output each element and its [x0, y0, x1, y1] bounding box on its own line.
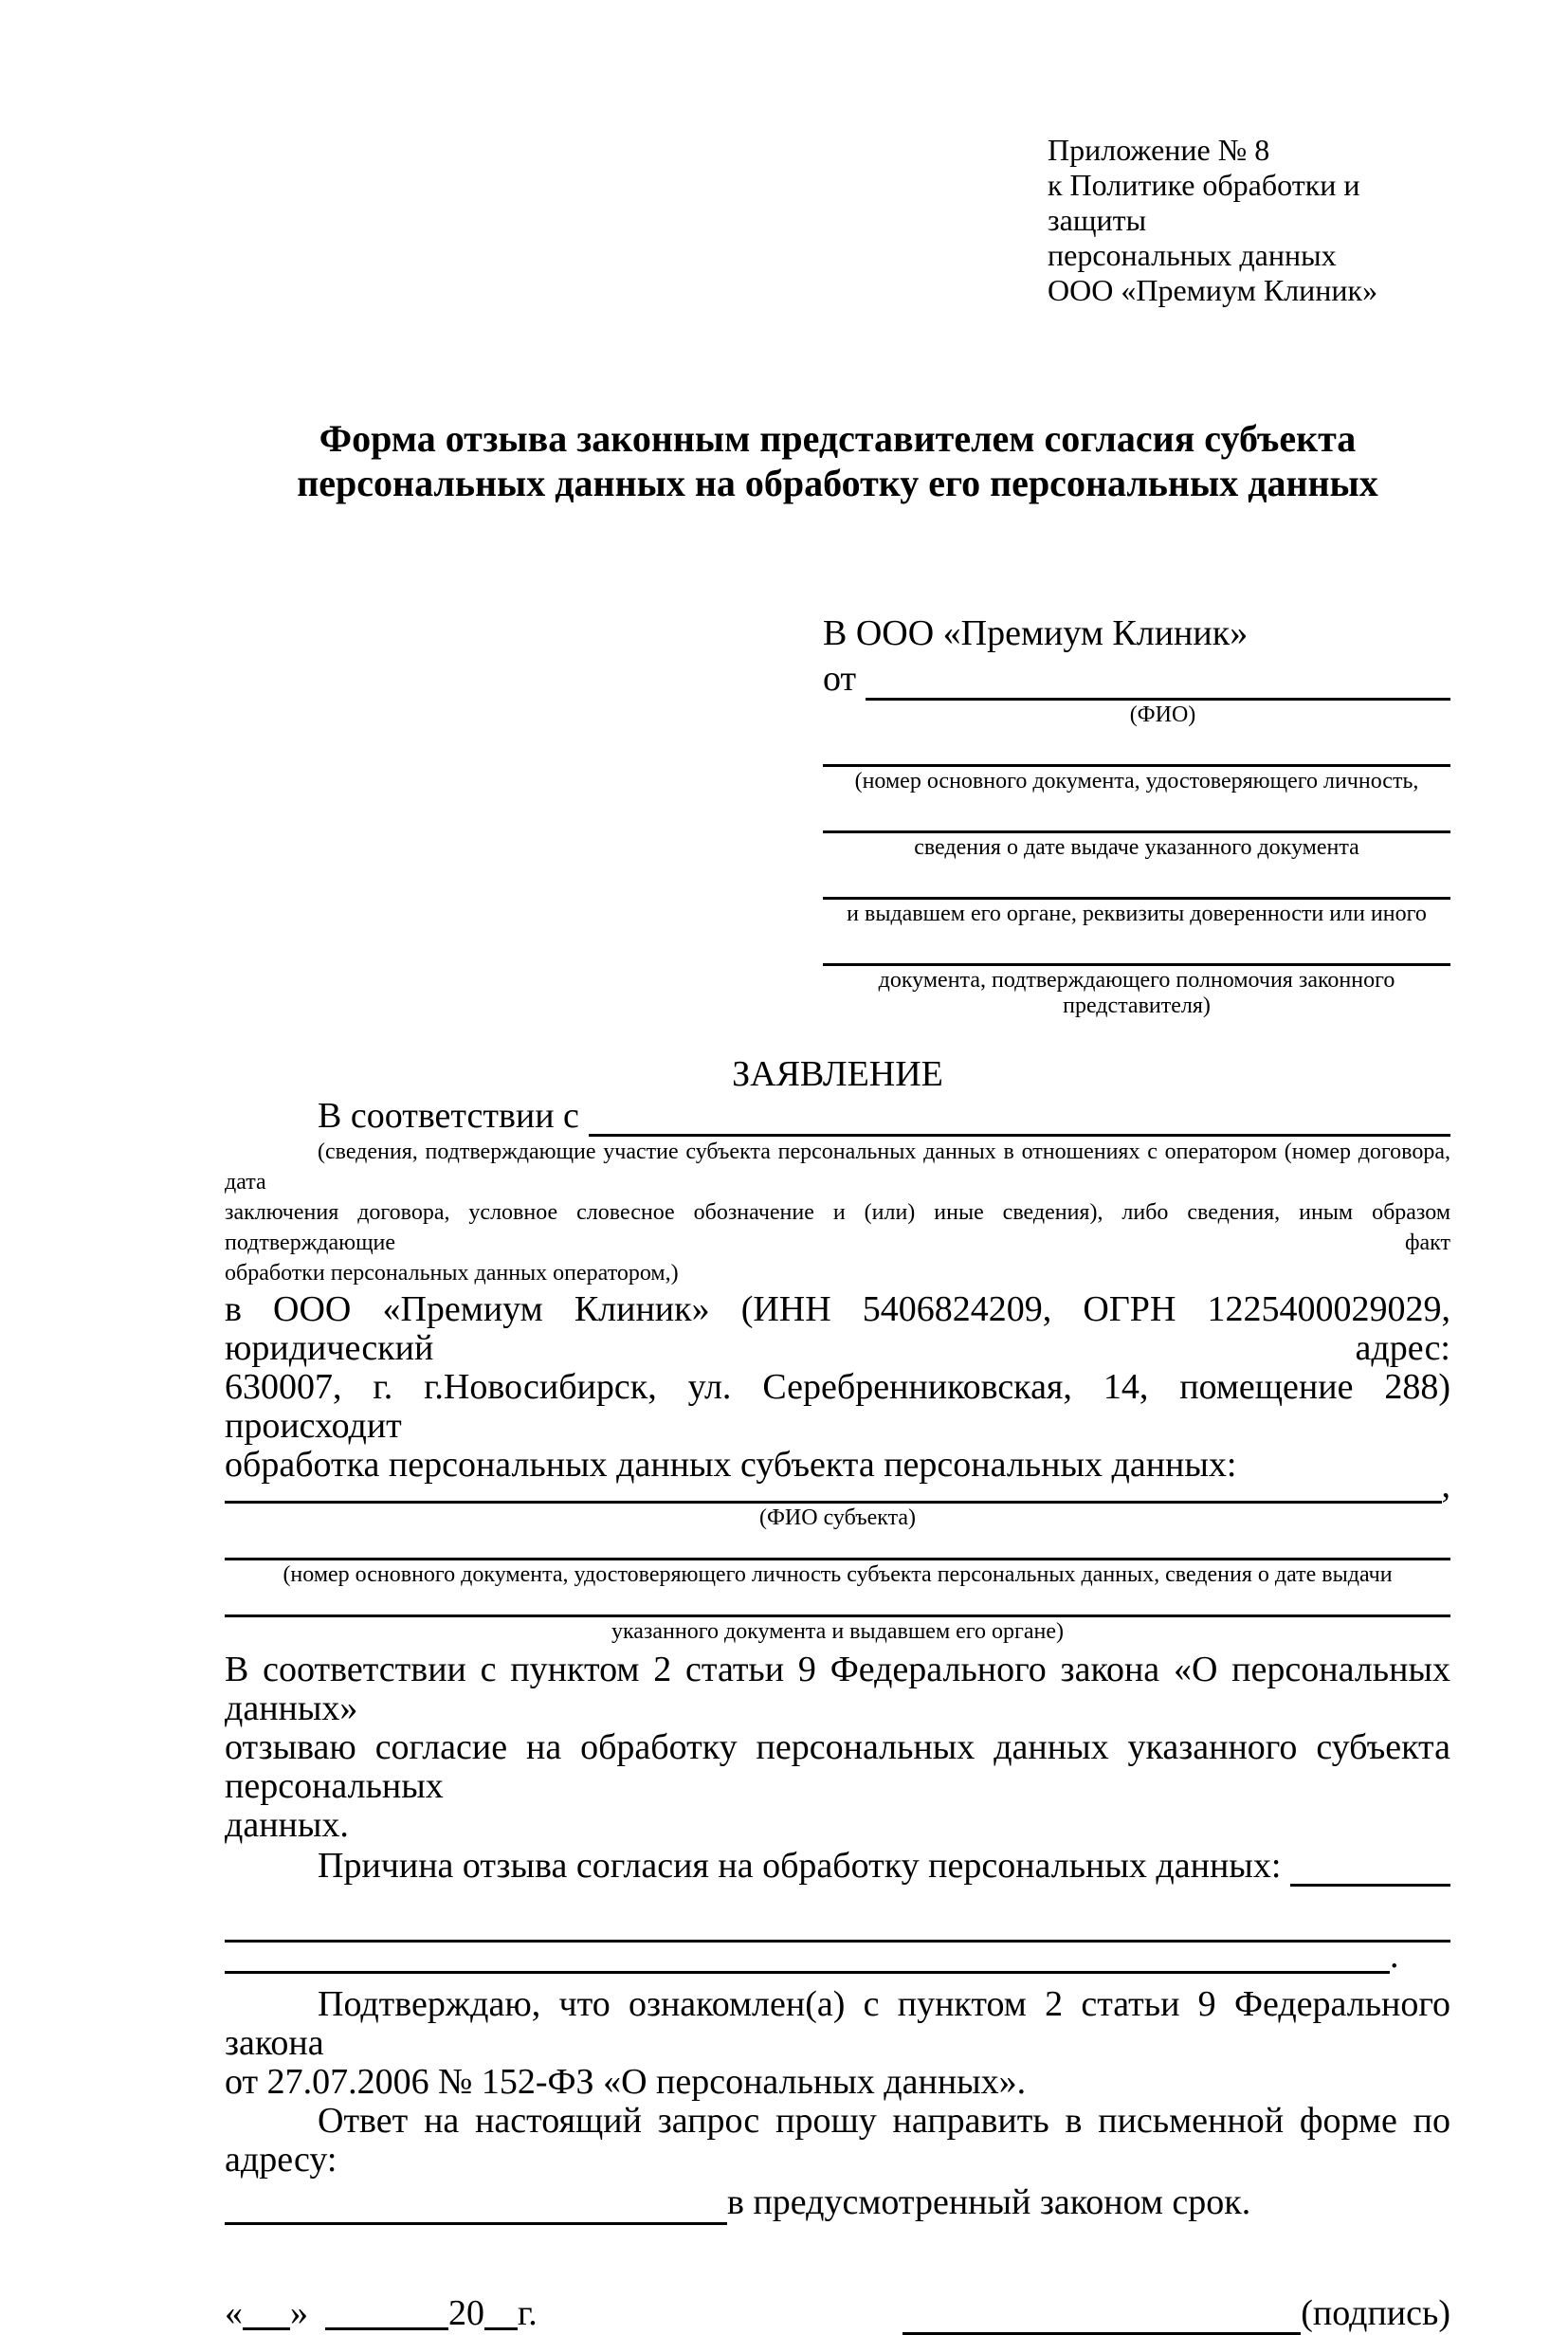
footer-row — [225, 2291, 1450, 2335]
reply-address-blank-line[interactable] — [225, 2222, 727, 2225]
subject-fio-blank-line[interactable] — [225, 1501, 1442, 1504]
date-day-blank[interactable] — [243, 2299, 290, 2330]
quote-open: « — [225, 2293, 243, 2333]
confirm-paragraph — [225, 1985, 1450, 2102]
quote-close: » — [290, 2293, 308, 2333]
withdraw-paragraph — [225, 1651, 1450, 1845]
field-caption-fio: (ФИО) — [1129, 702, 1196, 727]
reason-label: Причина отзыва согласия на обработку персональных данных: — [318, 1846, 1282, 1886]
paragraph-line: в ООО «Премиум Клиник» (ИНН 5406824209, ОГРН 1225400029029, юридический адрес: — [225, 1289, 1450, 1368]
year-prefix: 20 — [448, 2293, 484, 2333]
subject-doc-blank-line-2[interactable] — [225, 1588, 1450, 1617]
document-title — [225, 416, 1450, 505]
appendix-line: Приложение № 8 — [1048, 133, 1270, 167]
field-caption: (номер основного документа, удостоверяющего личность субъекта персональных данных, сведения о дате выдачи — [283, 1562, 1393, 1587]
field-caption: (номер основного документа, удостоверяющего личность, — [854, 769, 1419, 794]
field-caption: документа, подтверждающего полномочия законного представителя) — [878, 968, 1395, 1018]
paragraph-line: от 27.07.2006 № 152-ФЗ «О персональных данных». — [225, 2062, 1027, 2102]
representative-doc-blank-line-3[interactable] — [823, 868, 1450, 900]
appendix-line: к Политике обработки и защиты — [1048, 168, 1360, 237]
title-line: персональных данных на обработку его персональных данных — [297, 462, 1378, 504]
reason-blank-line[interactable] — [1290, 1884, 1450, 1887]
note-line: обработки персональных данных оператором,) — [225, 1261, 679, 1286]
title-line: Форма отзыва законным представителем согласия субъекта — [319, 417, 1357, 460]
year-suffix: г. — [518, 2293, 538, 2333]
reply-paragraph — [225, 2102, 1450, 2180]
appendix-line: ООО «Премиум Клиник» — [1048, 273, 1378, 307]
paragraph-line: данных. — [225, 1805, 349, 1845]
paragraph-line: В соответствии с пунктом 2 статьи 9 Федерального закона «О персональных данных» — [225, 1650, 1450, 1728]
signature-group — [903, 2291, 1450, 2335]
note-line: заключения договора, условное словесное обозначение и (или) иные сведения), либо сведения, иным образом подтверждающие факт — [225, 1200, 1450, 1255]
representative-doc-blank-line-1[interactable] — [823, 736, 1450, 767]
operator-paragraph — [225, 1290, 1450, 1485]
addressee-organization: В ООО «Премиум Клиник» — [823, 613, 1249, 653]
intro-label: В соответствии с — [318, 1096, 579, 1136]
representative-doc-blank-line-2[interactable] — [823, 802, 1450, 833]
reason-continuation-blank-line-2[interactable] — [225, 1971, 1390, 1974]
signature-caption: (подпись) — [1301, 2293, 1450, 2333]
reply-tail: в предусмотренный законом срок. — [727, 2182, 1251, 2222]
fio-blank-line[interactable] — [866, 698, 1450, 701]
reply-label: Ответ на настоящий запрос прошу направить в письменной форме по адресу: — [225, 2101, 1450, 2180]
paragraph-line: Подтверждаю, что ознакомлен(а) с пунктом 2 статьи 9 Федерального закона — [225, 1984, 1450, 2063]
field-caption: и выдавшем его органе, реквизиты доверенности или иного — [847, 902, 1427, 926]
addressee-block — [823, 611, 1450, 1019]
field-caption-subject-fio: (ФИО субъекта) — [758, 1505, 917, 1530]
appendix-block — [1048, 133, 1450, 308]
from-label: от — [823, 659, 857, 699]
paragraph-line: отзываю согласие на обработку персональных данных указанного субъекта персональных — [225, 1727, 1450, 1806]
date-month-blank[interactable] — [325, 2299, 448, 2330]
subject-doc-blank-line-1[interactable] — [225, 1531, 1450, 1560]
date-group — [225, 2291, 538, 2335]
appendix-line: персональных данных — [1048, 238, 1337, 272]
paragraph-line: 630007, г. г.Новосибирск, ул. Серебренниковская, 14, помещение 288) происходит — [225, 1367, 1450, 1446]
field-caption: сведения о дате выдаче указанного документа — [914, 835, 1359, 860]
intro-note — [225, 1137, 1450, 1288]
field-caption: указанного документа и выдавшем его органе) — [611, 1619, 1065, 1644]
paragraph-line: обработка персональных данных субъекта персональных данных: — [225, 1445, 1237, 1485]
date-year-blank[interactable] — [484, 2299, 518, 2330]
trailing-period: . — [1390, 1936, 1399, 1976]
reason-continuation-blank-line-1[interactable] — [225, 1911, 1450, 1943]
note-line: (сведения, подтверждающие участие субъекта персональных данных в отношениях с оператором (номер договора, дата — [225, 1140, 1450, 1195]
trailing-comma: , — [1441, 1466, 1450, 1505]
statement-heading: ЗАЯВЛЕНИЕ — [732, 1054, 943, 1094]
representative-doc-blank-line-4[interactable] — [823, 935, 1450, 966]
